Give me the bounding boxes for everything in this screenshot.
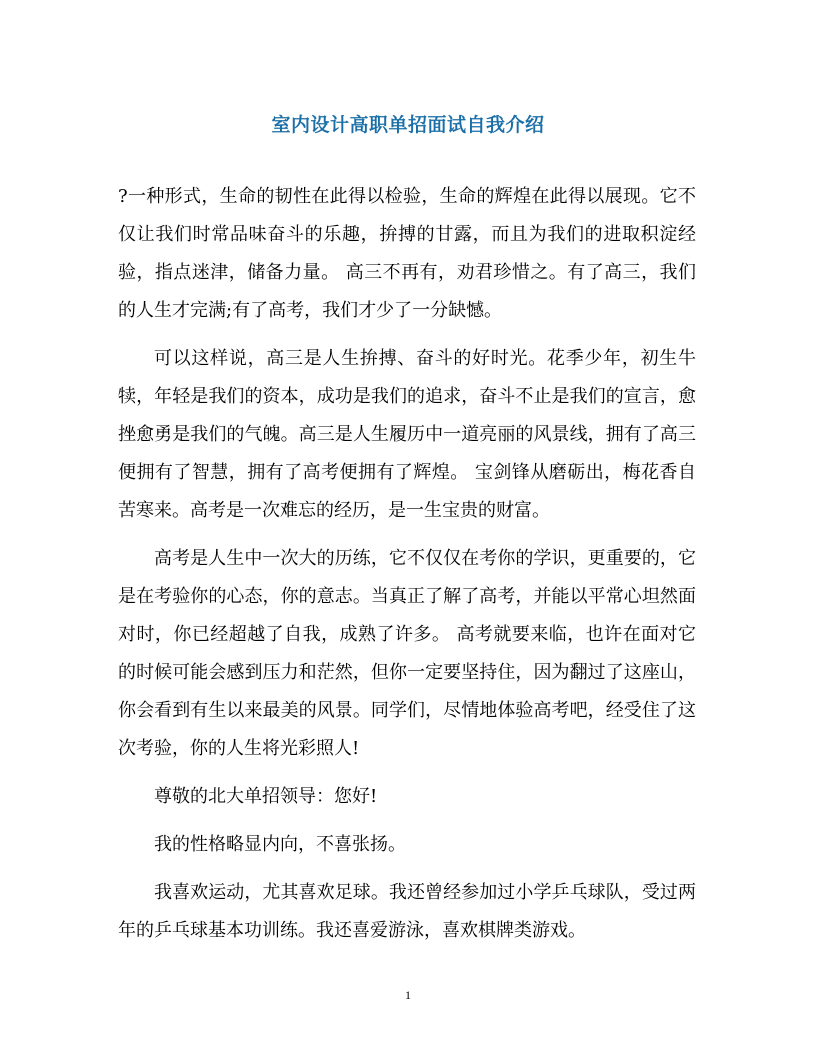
page-number: 1	[405, 988, 411, 1002]
document-body	[118, 178, 696, 960]
paragraph-3: 高考是人生中一次大的历练，它不仅仅在考你的学识，更重要的，它是在考验你的心态，你的意志。当真正了解了高考，并能以平常心坦然面对时，你已经超越了自我，成熟了许多。 高考就要来临，也许在面对它的时候可能会感到压力和茫然，但你一定要坚持住，因为翻过了这座山，你会看到有生以来最美的风景。同学们，尽情地体验高考吧，经受住了这次考验，你的人生将光彩照人!	[118, 548, 696, 759]
paragraph-2: 可以这样说，高三是人生拚搏、奋斗的好时光。花季少年，初生牛犊，年轻是我们的资本，成功是我们的追求，奋斗不止是我们的宣言，愈挫愈勇是我们的气魄。高三是人生履历中一道亮丽的风景线，拥有了高三便拥有了智慧，拥有了高考便拥有了辉煌。 宝剑锋从磨砺出，梅花香自苦寒来。高考是一次难忘的经历，是一生宝贵的财富。	[118, 348, 696, 521]
paragraph-1: ?一种形式，生命的韧性在此得以检验，生命的辉煌在此得以展现。它不仅让我们时常品味奋斗的乐趣，拚搏的甘露，而且为我们的进取积淀经验，指点迷津，储备力量。 高三不再有，劝君珍惜之。有了高三，我们的人生才完满;有了高考，我们才少了一分缺憾。	[118, 186, 696, 321]
document-title: 室内设计高职单招面试自我介绍	[271, 114, 545, 136]
greeting-line: 尊敬的北大单招领导：您好!	[154, 786, 378, 807]
hobbies-paragraph: 我喜欢运动，尤其喜欢足球。我还曾经参加过小学乒乓球队，受过两年的乒乓球基本功训练。我还喜爱游泳，喜欢棋牌类游戏。	[118, 882, 696, 941]
personality-line: 我的性格略显内向，不喜张扬。	[154, 834, 406, 855]
